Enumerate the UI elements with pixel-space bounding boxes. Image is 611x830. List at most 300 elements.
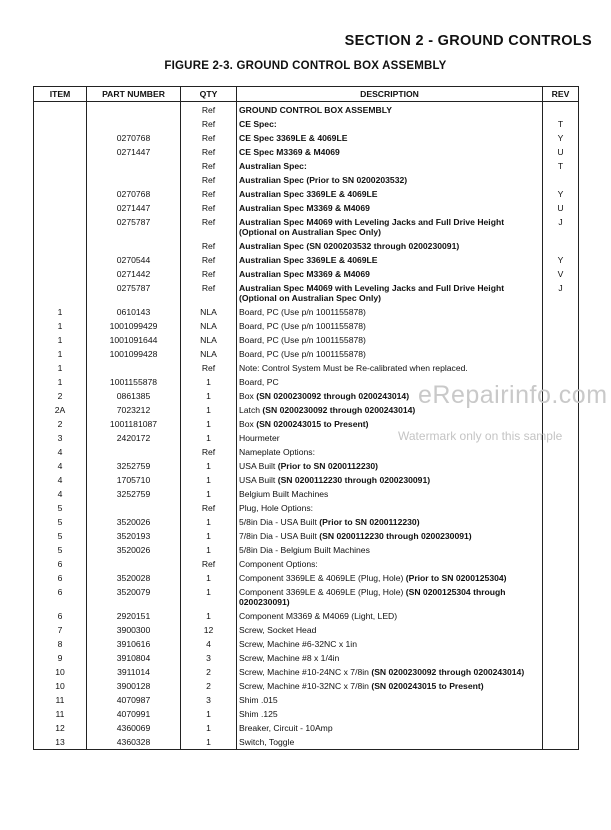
item-cell: 2 — [34, 417, 87, 431]
item-cell: 1 — [34, 333, 87, 347]
rev-cell — [543, 445, 579, 459]
rev-cell — [543, 571, 579, 585]
description-text: Component M3369 & M4069 (Light, LED) — [239, 611, 398, 621]
description-text: Component 3369LE & 4069LE (Plug, Hole) — [239, 573, 406, 583]
description-cell — [237, 347, 543, 361]
item-cell — [34, 159, 87, 173]
part-number-cell: 0271442 — [87, 267, 181, 281]
description-cell — [237, 557, 543, 571]
rev-cell — [543, 543, 579, 557]
item-cell: 1 — [34, 361, 87, 375]
part-number-cell: 7023212 — [87, 403, 181, 417]
qty-cell: 1 — [181, 459, 237, 473]
description-text: Component Options: — [239, 559, 318, 569]
table-row — [34, 735, 579, 750]
description-cell — [237, 131, 543, 145]
description-cell — [237, 102, 543, 118]
table-row — [34, 665, 579, 679]
item-cell: 6 — [34, 571, 87, 585]
rev-cell — [543, 609, 579, 623]
description-cell — [237, 543, 543, 557]
table-row — [34, 679, 579, 693]
part-number-cell — [87, 445, 181, 459]
table-row — [34, 347, 579, 361]
description-text: 5/8in Dia - Belgium Built Machines — [239, 545, 370, 555]
table-row — [34, 571, 579, 585]
qty-cell: Ref — [181, 173, 237, 187]
description-text: (SN 0200125304 through 0200230091) — [239, 587, 506, 607]
description-text: (SN 0200230092 through 0200243014) — [371, 667, 525, 677]
qty-cell: 1 — [181, 707, 237, 721]
qty-cell: 1 — [181, 417, 237, 431]
description-text: Australian Spec M3369 & M4069 — [239, 269, 370, 279]
description-text: Switch, Toggle — [239, 737, 295, 747]
table-row — [34, 529, 579, 543]
qty-cell: Ref — [181, 501, 237, 515]
description-cell — [237, 159, 543, 173]
qty-cell: 3 — [181, 693, 237, 707]
table-header-row — [34, 87, 579, 102]
table-row — [34, 319, 579, 333]
description-cell — [237, 187, 543, 201]
part-number-cell — [87, 557, 181, 571]
description-cell — [237, 333, 543, 347]
column-header-description: DESCRIPTION — [237, 87, 543, 102]
rev-cell: Y — [543, 131, 579, 145]
description-cell — [237, 735, 543, 750]
description-text: Australian Spec M4069 with Leveling Jacks and Full Drive Height (Optional on Australian Spec Only) — [239, 283, 505, 303]
section-title: SECTION 2 - GROUND CONTROLS — [344, 33, 592, 49]
description-text: (Prior to SN 0200125304) — [405, 573, 507, 583]
table-row — [34, 145, 579, 159]
table-row — [34, 131, 579, 145]
description-cell — [237, 305, 543, 319]
part-number-cell: 3520026 — [87, 543, 181, 557]
item-cell: 1 — [34, 319, 87, 333]
part-number-cell — [87, 117, 181, 131]
table-row — [34, 693, 579, 707]
table-row — [34, 721, 579, 735]
item-cell: 13 — [34, 735, 87, 750]
description-cell — [237, 253, 543, 267]
part-number-cell: 3252759 — [87, 459, 181, 473]
parts-table — [33, 86, 579, 750]
description-text: Australian Spec M4069 with Leveling Jacks and Full Drive Height (Optional on Australian Spec Only) — [239, 217, 505, 237]
qty-cell: Ref — [181, 239, 237, 253]
item-cell: 11 — [34, 693, 87, 707]
description-cell — [237, 145, 543, 159]
rev-cell — [543, 557, 579, 571]
description-cell — [237, 201, 543, 215]
description-text: Australian Spec 3369LE & 4069LE — [239, 255, 378, 265]
rev-cell — [543, 515, 579, 529]
description-cell — [237, 445, 543, 459]
qty-cell: Ref — [181, 201, 237, 215]
description-text: (SN 0200230092 through 0200243014) — [256, 391, 410, 401]
description-cell — [237, 609, 543, 623]
item-cell: 6 — [34, 609, 87, 623]
column-header-rev: REV — [543, 87, 579, 102]
part-number-cell — [87, 501, 181, 515]
rev-cell — [543, 637, 579, 651]
description-text: Screw, Socket Head — [239, 625, 317, 635]
qty-cell: 1 — [181, 529, 237, 543]
description-text: CE Spec: — [239, 119, 277, 129]
table-row — [34, 623, 579, 637]
description-text: Screw, Machine #10-32NC x 7/8in — [239, 681, 372, 691]
description-text: Board, PC (Use p/n 1001155878) — [239, 321, 366, 331]
description-cell — [237, 361, 543, 375]
item-cell: 2 — [34, 389, 87, 403]
rev-cell — [543, 679, 579, 693]
description-text: Board, PC (Use p/n 1001155878) — [239, 349, 366, 359]
description-cell — [237, 679, 543, 693]
table-row — [34, 117, 579, 131]
description-cell — [237, 239, 543, 253]
qty-cell: NLA — [181, 319, 237, 333]
qty-cell: NLA — [181, 347, 237, 361]
part-number-cell: 3520193 — [87, 529, 181, 543]
rev-cell — [543, 693, 579, 707]
rev-cell: T — [543, 159, 579, 173]
description-text: Board, PC (Use p/n 1001155878) — [239, 307, 366, 317]
description-text: (SN 0200112230 through 0200230091) — [277, 475, 431, 485]
table-row — [34, 473, 579, 487]
description-text: Board, PC — [239, 377, 279, 387]
qty-cell: 4 — [181, 637, 237, 651]
table-row — [34, 501, 579, 515]
description-text: (SN 0200230092 through 0200243014) — [262, 405, 416, 415]
table-row — [34, 281, 579, 305]
description-text: Belgium Built Machines — [239, 489, 329, 499]
item-cell: 12 — [34, 721, 87, 735]
table-row — [34, 267, 579, 281]
description-text: Australian Spec (Prior to SN 0200203532) — [239, 175, 408, 185]
description-text: Australian Spec: — [239, 161, 307, 171]
item-cell — [34, 102, 87, 118]
item-cell — [34, 131, 87, 145]
description-text: Screw, Machine #6-32NC x 1in — [239, 639, 357, 649]
description-cell — [237, 707, 543, 721]
part-number-cell: 3520026 — [87, 515, 181, 529]
rev-cell — [543, 735, 579, 750]
item-cell: 4 — [34, 487, 87, 501]
qty-cell: Ref — [181, 145, 237, 159]
description-text: Latch — [239, 405, 263, 415]
description-text: 5/8in Dia - USA Built — [239, 517, 320, 527]
qty-cell: Ref — [181, 215, 237, 239]
rev-cell: Y — [543, 253, 579, 267]
qty-cell: 1 — [181, 585, 237, 609]
rev-cell — [543, 333, 579, 347]
item-cell: 10 — [34, 679, 87, 693]
item-cell — [34, 187, 87, 201]
item-cell: 9 — [34, 651, 87, 665]
description-text: Shim .015 — [239, 695, 278, 705]
item-cell — [34, 117, 87, 131]
table-row — [34, 239, 579, 253]
qty-cell: Ref — [181, 445, 237, 459]
item-cell: 8 — [34, 637, 87, 651]
qty-cell: Ref — [181, 361, 237, 375]
table-row — [34, 253, 579, 267]
rev-cell — [543, 707, 579, 721]
description-text: Nameplate Options: — [239, 447, 315, 457]
rev-cell — [543, 585, 579, 609]
table-row — [34, 201, 579, 215]
description-text: Note: Control System Must be Re-calibrated when replaced. — [239, 363, 468, 373]
description-text: Shim .125 — [239, 709, 278, 719]
description-text: (Prior to SN 0200112230) — [319, 517, 420, 527]
part-number-cell: 1705710 — [87, 473, 181, 487]
qty-cell: 1 — [181, 403, 237, 417]
description-text: Screw, Machine #10-24NC x 7/8in — [239, 667, 372, 677]
part-number-cell: 0270768 — [87, 131, 181, 145]
rev-cell — [543, 361, 579, 375]
table-row — [34, 159, 579, 173]
description-text: Breaker, Circuit - 10Amp — [239, 723, 333, 733]
table-row — [34, 333, 579, 347]
part-number-cell: 3252759 — [87, 487, 181, 501]
qty-cell: Ref — [181, 253, 237, 267]
description-cell — [237, 585, 543, 609]
item-cell — [34, 267, 87, 281]
qty-cell: Ref — [181, 159, 237, 173]
qty-cell: NLA — [181, 305, 237, 319]
rev-cell — [543, 623, 579, 637]
qty-cell: Ref — [181, 281, 237, 305]
qty-cell: 1 — [181, 431, 237, 445]
rev-cell — [543, 305, 579, 319]
rev-cell: Y — [543, 187, 579, 201]
item-cell: 5 — [34, 515, 87, 529]
part-number-cell: 2920151 — [87, 609, 181, 623]
part-number-cell — [87, 102, 181, 118]
description-cell — [237, 473, 543, 487]
description-cell — [237, 623, 543, 637]
qty-cell: 1 — [181, 515, 237, 529]
part-number-cell: 3520028 — [87, 571, 181, 585]
qty-cell: Ref — [181, 187, 237, 201]
description-text: Box — [239, 391, 257, 401]
item-cell — [34, 253, 87, 267]
table-row — [34, 445, 579, 459]
table-row — [34, 459, 579, 473]
table-row — [34, 215, 579, 239]
item-cell: 5 — [34, 501, 87, 515]
table-row — [34, 173, 579, 187]
item-cell: 3 — [34, 431, 87, 445]
item-cell: 1 — [34, 375, 87, 389]
rev-cell — [543, 529, 579, 543]
part-number-cell: 3900128 — [87, 679, 181, 693]
rev-cell — [543, 319, 579, 333]
item-cell: 1 — [34, 347, 87, 361]
rev-cell — [543, 721, 579, 735]
part-number-cell — [87, 159, 181, 173]
rev-cell: V — [543, 267, 579, 281]
description-cell — [237, 665, 543, 679]
description-text: Screw, Machine #8 x 1/4in — [239, 653, 340, 663]
description-text: Component 3369LE & 4069LE (Plug, Hole) — [239, 587, 406, 597]
qty-cell: 1 — [181, 473, 237, 487]
description-cell — [237, 529, 543, 543]
table-row — [34, 487, 579, 501]
part-number-cell: 4360328 — [87, 735, 181, 750]
item-cell: 1 — [34, 305, 87, 319]
description-text: Hourmeter — [239, 433, 280, 443]
part-number-cell: 0270768 — [87, 187, 181, 201]
description-text: (SN 0200243015 to Present) — [256, 419, 369, 429]
description-text: USA Built — [239, 461, 278, 471]
figure-title: FIGURE 2-3. GROUND CONTROL BOX ASSEMBLY — [164, 60, 447, 72]
rev-cell — [543, 459, 579, 473]
description-cell — [237, 487, 543, 501]
table-row — [34, 609, 579, 623]
rev-cell — [543, 102, 579, 118]
description-cell — [237, 459, 543, 473]
qty-cell: 3 — [181, 651, 237, 665]
description-text: Australian Spec M3369 & M4069 — [239, 203, 370, 213]
part-number-cell: 0275787 — [87, 215, 181, 239]
item-cell — [34, 215, 87, 239]
description-text: Australian Spec 3369LE & 4069LE — [239, 189, 378, 199]
description-text: (SN 0200112230 through 0200230091) — [319, 531, 472, 541]
description-cell — [237, 571, 543, 585]
description-text: Box — [239, 419, 257, 429]
description-text: CE Spec 3369LE & 4069LE — [239, 133, 348, 143]
description-text: (SN 0200243015 to Present) — [371, 681, 484, 691]
qty-cell: Ref — [181, 117, 237, 131]
qty-cell: Ref — [181, 102, 237, 118]
part-number-cell: 3911014 — [87, 665, 181, 679]
item-cell — [34, 281, 87, 305]
description-text: Australian Spec (SN 0200203532 through 0200230091) — [239, 241, 460, 251]
rev-cell — [543, 173, 579, 187]
column-header-part-number: PART NUMBER — [87, 87, 181, 102]
part-number-cell: 1001099428 — [87, 347, 181, 361]
qty-cell: 1 — [181, 571, 237, 585]
description-text: GROUND CONTROL BOX ASSEMBLY — [239, 105, 392, 115]
description-text: CE Spec M3369 & M4069 — [239, 147, 340, 157]
description-text: 7/8in Dia - USA Built — [239, 531, 320, 541]
table-row — [34, 637, 579, 651]
watermark: eRepairinfo.com — [418, 381, 608, 409]
description-cell — [237, 117, 543, 131]
description-cell — [237, 267, 543, 281]
part-number-cell: 0270544 — [87, 253, 181, 267]
description-text: USA Built — [239, 475, 278, 485]
part-number-cell: 4070987 — [87, 693, 181, 707]
item-cell: 4 — [34, 473, 87, 487]
item-cell: 7 — [34, 623, 87, 637]
item-cell: 11 — [34, 707, 87, 721]
description-cell — [237, 319, 543, 333]
part-number-cell: 0610143 — [87, 305, 181, 319]
item-cell — [34, 201, 87, 215]
description-cell — [237, 651, 543, 665]
qty-cell: 1 — [181, 375, 237, 389]
qty-cell: 2 — [181, 679, 237, 693]
qty-cell: 1 — [181, 609, 237, 623]
parts-table-body — [34, 102, 579, 750]
part-number-cell: 3900300 — [87, 623, 181, 637]
rev-cell — [543, 487, 579, 501]
part-number-cell: 1001091644 — [87, 333, 181, 347]
part-number-cell: 2420172 — [87, 431, 181, 445]
part-number-cell: 4360069 — [87, 721, 181, 735]
item-cell: 5 — [34, 529, 87, 543]
qty-cell: 1 — [181, 389, 237, 403]
part-number-cell: 1001155878 — [87, 375, 181, 389]
table-row — [34, 543, 579, 557]
part-number-cell: 1001099429 — [87, 319, 181, 333]
item-cell: 6 — [34, 585, 87, 609]
part-number-cell — [87, 173, 181, 187]
item-cell: 5 — [34, 543, 87, 557]
table-row — [34, 651, 579, 665]
rev-cell: U — [543, 201, 579, 215]
part-number-cell: 0271447 — [87, 201, 181, 215]
qty-cell: 12 — [181, 623, 237, 637]
table-row — [34, 707, 579, 721]
item-cell: 2A — [34, 403, 87, 417]
column-header-qty: QTY — [181, 87, 237, 102]
description-cell — [237, 515, 543, 529]
item-cell: 4 — [34, 445, 87, 459]
rev-cell — [543, 347, 579, 361]
description-text: Board, PC (Use p/n 1001155878) — [239, 335, 366, 345]
qty-cell: NLA — [181, 333, 237, 347]
description-cell — [237, 637, 543, 651]
rev-cell — [543, 239, 579, 253]
table-row — [34, 557, 579, 571]
table-row — [34, 361, 579, 375]
part-number-cell: 1001181087 — [87, 417, 181, 431]
description-text: Plug, Hole Options: — [239, 503, 314, 513]
qty-cell: 1 — [181, 735, 237, 750]
part-number-cell: 0861385 — [87, 389, 181, 403]
description-cell — [237, 173, 543, 187]
item-cell — [34, 239, 87, 253]
item-cell: 4 — [34, 459, 87, 473]
part-number-cell: 4070991 — [87, 707, 181, 721]
part-number-cell: 3910616 — [87, 637, 181, 651]
table-row — [34, 305, 579, 319]
qty-cell: 1 — [181, 721, 237, 735]
item-cell: 10 — [34, 665, 87, 679]
table-row — [34, 102, 579, 118]
part-number-cell: 0271447 — [87, 145, 181, 159]
item-cell — [34, 145, 87, 159]
table-row — [34, 515, 579, 529]
qty-cell: Ref — [181, 131, 237, 145]
part-number-cell: 3520079 — [87, 585, 181, 609]
part-number-cell: 3910804 — [87, 651, 181, 665]
rev-cell — [543, 665, 579, 679]
rev-cell: T — [543, 117, 579, 131]
description-cell — [237, 501, 543, 515]
description-cell — [237, 693, 543, 707]
description-text: (Prior to SN 0200112230) — [277, 461, 379, 471]
part-number-cell — [87, 239, 181, 253]
column-header-item: ITEM — [34, 87, 87, 102]
qty-cell: Ref — [181, 267, 237, 281]
qty-cell: 1 — [181, 543, 237, 557]
description-cell — [237, 281, 543, 305]
qty-cell: 1 — [181, 487, 237, 501]
qty-cell: 2 — [181, 665, 237, 679]
